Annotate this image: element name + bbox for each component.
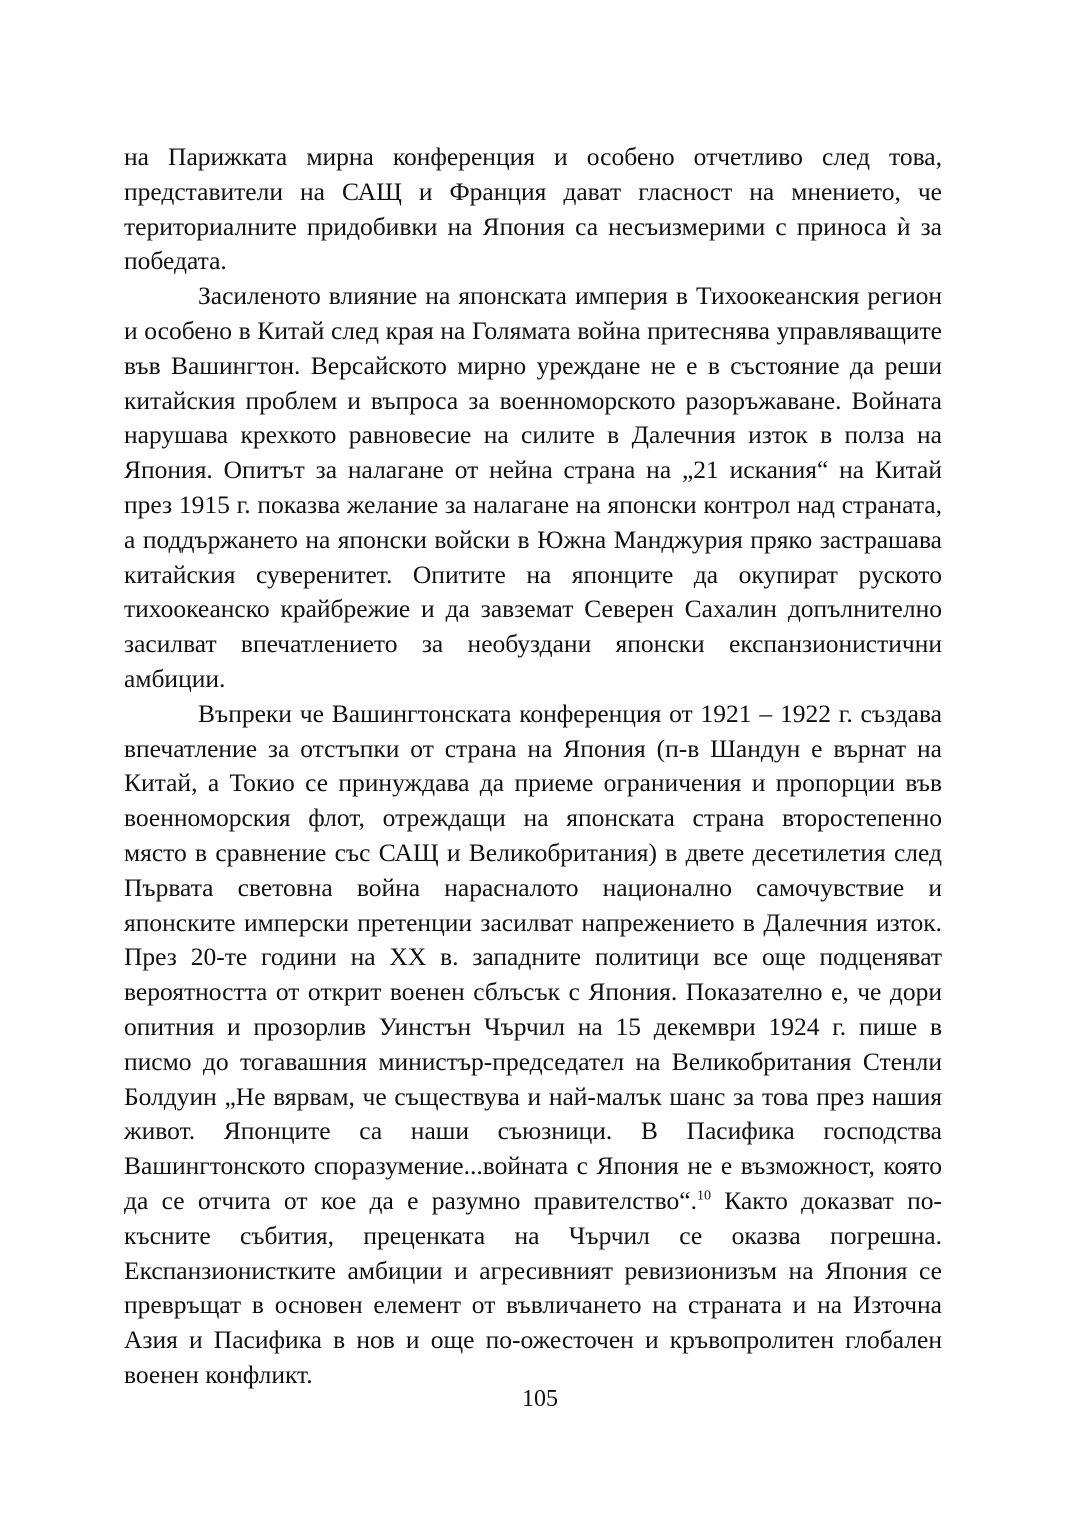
page-body	[124, 140, 942, 1393]
page-number: 105	[522, 1386, 558, 1412]
paragraph-1: на Парижката мирна конференция и особено отчетливо след това, представители на САЩ и Франция дават гласност на мнението, че териториалните придобивки на Япония са несъизмерими с приноса ѝ за победата.	[124, 142, 942, 276]
footnote-reference[interactable]: 10	[696, 1188, 711, 1204]
paragraph-3-main: Въпреки че Вашингтонската конференция от 1921 – 1922 г. създава впечатление за отстъпки от страна на Япония (п-в Шандун е върнат на Китай, а Токио се принуждава да приеме ограничения и пропорции във военноморския флот, отреждащи на японската страна второстепенно място в сравнение със САЩ и Великобритания) в двете десетилетия след Първата световна война нарасналото национално самочувствие и японските имперски претенции засилват напрежението в Далечния изток. През 20-те години на XX в. западните политици все още подценяват вероятността от открит военен сблъсък с Япония. Показателно е, че дори опитния и прозорлив Уинстън Чърчил на 15 декември 1924 г. пише в писмо до тогавашния министър-председател на Великобритания Стенли Болдуин „Не вярвам, че съществува и най-малък шанс за това през нашия живот. Японците са наши съюзници. В Пасифика господства Вашингтонското споразумение...войната с Япония не е възможност, която да се отчита от кое да е разумно правителство“.	[124, 698, 942, 1215]
paragraph-3	[124, 697, 942, 1393]
paragraph-2: Засиленото влияние на японската империя в Тихоокеанския регион и особено в Китай след края на Голямата война притеснява управляващите във Вашингтон. Версайското мирно уреждане не е в състояние да реши китайския проблем и въпроса за военноморското разоръжаване. Войната нарушава крехкото равновесие на силите в Далечния изток в полза на Япония. Опитът за налагане от нейна страна на „21 искания“ на Китай през 1915 г. показва желание за налагане на японски контрол над страната, а поддържането на японски войски в Южна Манджурия пряко застрашава китайския суверенитет. Опитите на японците да окупират руското тихоокеанско крайбрежие и да завземат Северен Сахалин допълнително засилват впечатлението за необуздани японски експанзионистични амбиции.	[124, 281, 942, 693]
paragraph-3-tail: Както доказват по-късните събития, преценката на Чърчил се оказва погрешна. Експанзионистките амбиции и агресивният ревизионизъм на Япония се превръщат в основен елемент от въвличането на страната и на Източна Азия и Пасифика в нов и още по-ожесточен и кръвопролитен глобален военен конфликт.	[124, 1185, 942, 1389]
